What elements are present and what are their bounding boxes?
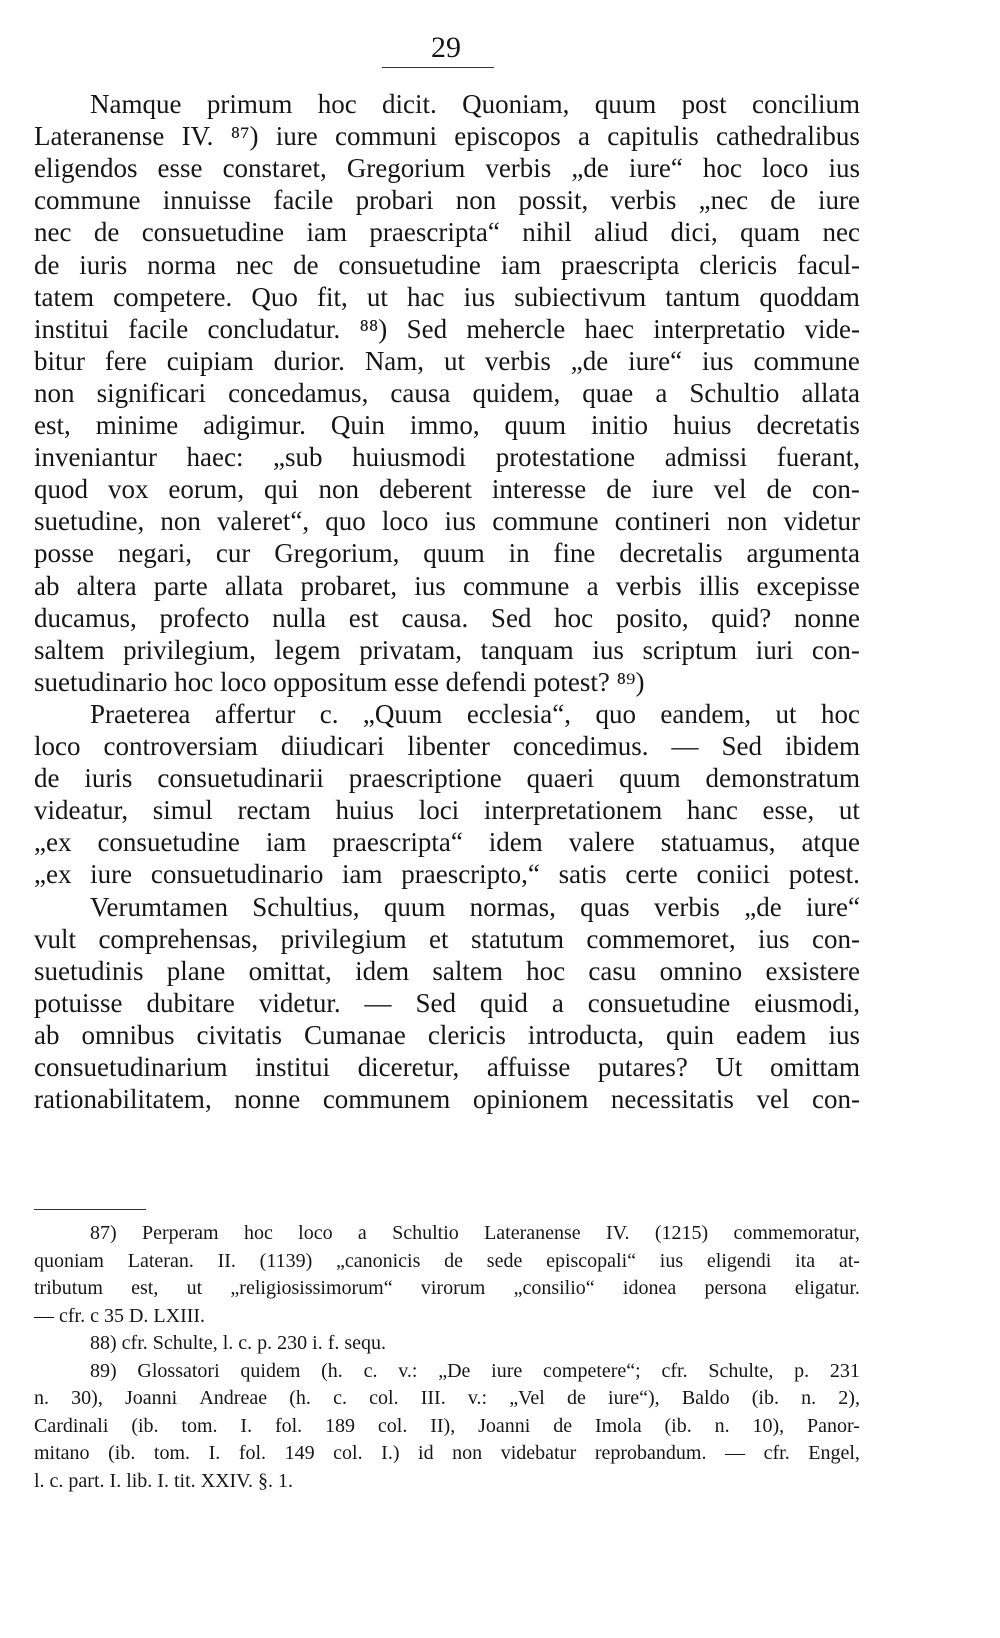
body-text-line: ab altera parte allata probaret, ius commune a verbis illis excepisse — [34, 570, 860, 601]
footnote-line: n. 30), Joanni Andreae (h. c. col. III. v.: „Vel de iure“), Baldo (ib. n. 2), — [34, 1387, 860, 1409]
body-text-line: rationabilitatem, nonne communem opinionem necessitatis vel con- — [34, 1084, 860, 1115]
body-text-line: non significari concedamus, causa quidem, quae a Schultio allata — [34, 377, 860, 408]
body-text-line: suetudinario hoc loco oppositum esse defendi potest? ⁸⁹) — [34, 666, 645, 697]
body-text-line: bitur fere cuipiam durior. Nam, ut verbis „de iure“ ius commune — [34, 345, 860, 376]
body-text-line: videatur, simul rectam huius loci interpretationem hanc esse, ut — [34, 795, 860, 826]
body-text-line: est, minime adigimur. Quin immo, quum initio huius decretatis — [34, 410, 860, 440]
body-text-line: loco controversiam diiudicari libenter concedimus. — Sed ibidem — [34, 731, 860, 761]
body-text-line: Verumtamen Schultius, quum normas, quas verbis „de iure“ — [90, 891, 860, 922]
footnote-line: mitano (ib. tom. I. fol. 149 col. I.) id non videbatur reprobandum. — cfr. Engel, — [34, 1442, 860, 1464]
body-text-line: consuetudinarium institui diceretur, affuisse putares? Ut omittam — [34, 1052, 860, 1082]
page-number-rule — [382, 67, 494, 68]
page-number: 29 — [431, 31, 461, 64]
body-text-line: Praeterea affertur c. „Quum ecclesia“, quo eandem, ut hoc — [90, 698, 860, 729]
body-text-line: Lateranense IV. ⁸⁷) iure communi episcopos a capitulis cathedralibus — [34, 121, 860, 152]
footnote-line: l. c. part. I. lib. I. tit. XXIV. §. 1. — [34, 1469, 294, 1492]
footnote-line: 87) Perperam hoc loco a Schultio Lateranense IV. (1215) commemoratur, — [90, 1222, 860, 1244]
body-text-line: vult comprehensas, privilegium et statutum commemoret, ius con- — [34, 923, 860, 954]
footnote-separator — [34, 1209, 146, 1210]
body-text-line: saltem privilegium, legem privatam, tanquam ius scriptum iuri con- — [34, 634, 860, 665]
footnote-line: tributum est, ut „religiosissimorum“ virorum „consilio“ idonea persona eligatur. — [34, 1277, 860, 1299]
footnote-line: — cfr. c 35 D. LXIII. — [34, 1304, 206, 1327]
footnote-line: Cardinali (ib. tom. I. fol. 189 col. II), Joanni de Imola (ib. n. 10), Panor- — [34, 1414, 860, 1437]
body-text-line: tatem competere. Quo fit, ut hac ius subiectivum tantum quoddam — [34, 281, 860, 312]
body-text-line: commune innuisse facile probari non possit, verbis „nec de iure — [34, 185, 860, 216]
body-text-line: inveniantur haec: „sub huiusmodi protestatione admissi fuerant, — [34, 442, 860, 473]
footnote-line: 88) cfr. Schulte, l. c. p. 230 i. f. sequ. — [90, 1332, 387, 1354]
body-text-line: institui facile concludatur. ⁸⁸) Sed mehercle haec interpretatio vide- — [34, 313, 860, 344]
footnote-line: 89) Glossatori quidem (h. c. v.: „De iure competere“; cfr. Schulte, p. 231 — [90, 1359, 860, 1382]
body-text-line: suetudinis plane omittat, idem saltem hoc casu omnino exsistere — [34, 955, 860, 986]
body-text-line: „ex consuetudine iam praescripta“ idem valere statuamus, atque — [34, 827, 860, 858]
body-text-line: ab omnibus civitatis Cumanae clericis introducta, quin eadem ius — [34, 1019, 860, 1050]
body-text-line: „ex iure consuetudinario iam praescripto,“ satis certe coniici potest. — [34, 859, 860, 890]
body-text-line: nec de consuetudine iam praescripta“ nihil aliud dici, quam nec — [34, 217, 860, 248]
footnote-line: quoniam Lateran. II. (1139) „canonicis de sede episcopali“ ius eligendi ita at- — [34, 1249, 860, 1272]
body-text-line: potuisse dubitare videtur. — Sed quid a consuetudine eiusmodi, — [34, 987, 860, 1018]
body-text-line: Namque primum hoc dicit. Quoniam, quum post concilium — [90, 89, 860, 119]
body-text-line: de iuris consuetudinarii praescriptione quaeri quum demonstratum — [34, 763, 860, 794]
body-text-line: quod vox eorum, qui non deberent interesse de iure vel de con- — [34, 474, 860, 505]
body-text-line: de iuris norma nec de consuetudine iam praescripta clericis facul- — [34, 249, 860, 280]
body-text-line: eligendos esse constaret, Gregorium verbis „de iure“ hoc loco ius — [34, 153, 860, 184]
body-text-line: ducamus, profecto nulla est causa. Sed hoc posito, quid? nonne — [34, 602, 860, 633]
body-text-line: posse negari, cur Gregorium, quum in fine decretalis argumenta — [34, 538, 860, 569]
body-text-line: suetudine, non valeret“, quo loco ius commune contineri non videtur — [34, 506, 860, 537]
